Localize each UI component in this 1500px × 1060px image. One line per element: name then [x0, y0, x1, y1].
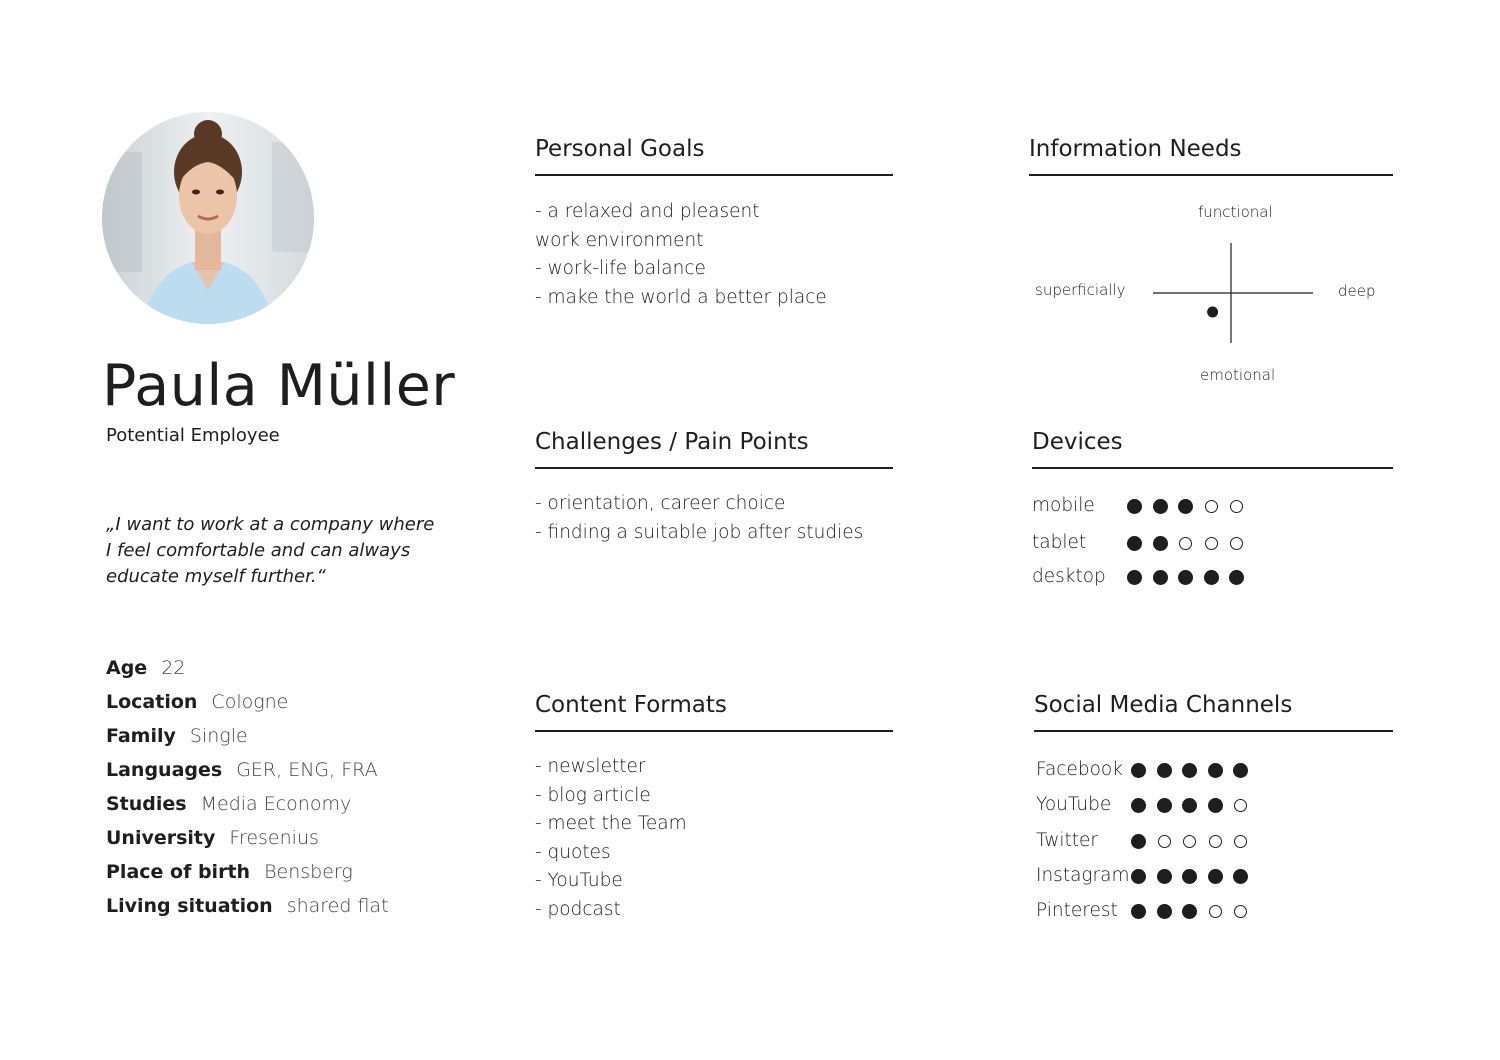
quadrant-axes — [1028, 195, 1394, 395]
rating-dot-empty — [1179, 537, 1192, 550]
persona-facts — [106, 654, 389, 926]
axis-label-top: functional — [1198, 203, 1273, 221]
rating-dot-filled — [1233, 763, 1248, 778]
list-item: - meet the Team — [535, 813, 687, 835]
fact-studies — [106, 790, 389, 824]
list-item: - orientation, career choice — [535, 493, 786, 514]
device-label: tablet — [1032, 532, 1087, 553]
list-item: - quotes — [535, 841, 611, 863]
fact-value: GER, ENG, FRA — [236, 759, 378, 781]
fact-living-situation — [106, 892, 389, 926]
list-item: - a relaxed and pleasent — [535, 201, 760, 222]
rating-dot-empty — [1234, 905, 1247, 918]
list-item: - finding a suitable job after studies — [535, 521, 864, 543]
rating-dot-filled — [1131, 763, 1146, 778]
rating-dot-filled — [1127, 536, 1142, 551]
rating-dot-filled — [1131, 904, 1146, 919]
rating-dot-filled — [1131, 869, 1146, 884]
fact-key: Languages — [106, 759, 223, 781]
information-needs-chart — [1028, 195, 1394, 395]
list-item: - make the world a better place — [535, 286, 827, 308]
rating-dot-filled — [1153, 536, 1168, 551]
quote-line: „I want to work at a company where — [106, 514, 435, 535]
rating-dot-filled — [1182, 798, 1197, 813]
fact-languages — [106, 756, 389, 790]
social-media-section — [1034, 692, 1393, 732]
fact-value: Media Economy — [200, 793, 352, 815]
rating-dot-empty — [1205, 500, 1218, 513]
fact-value: Cologne — [211, 691, 289, 713]
rating-dot-empty — [1230, 500, 1243, 513]
channel-label: YouTube — [1036, 794, 1112, 815]
rating-dot-empty — [1205, 537, 1218, 550]
rating-dot-empty — [1230, 537, 1243, 550]
fact-key: Age — [106, 657, 148, 679]
rating-dot-filled — [1157, 763, 1172, 778]
fact-place-of-birth — [106, 858, 389, 892]
goals-list — [535, 198, 893, 312]
rating-dot-filled — [1153, 499, 1168, 514]
challenges-section — [535, 429, 893, 547]
rating-dot-empty — [1209, 905, 1222, 918]
rating-dot-filled — [1178, 570, 1193, 585]
social-media-ratings — [1036, 756, 1393, 936]
fact-value: Single — [189, 725, 248, 747]
rating-dot-filled — [1182, 869, 1197, 884]
rating-dot-filled — [1229, 570, 1244, 585]
fact-key: Place of birth — [106, 861, 251, 883]
rating-dot-filled — [1153, 570, 1168, 585]
portrait-image — [102, 112, 314, 324]
section-title: Devices — [1032, 429, 1393, 469]
list-item: - blog article — [535, 784, 651, 806]
avatar — [102, 112, 314, 324]
persona-marker — [1207, 307, 1218, 318]
rating-dot-filled — [1233, 869, 1248, 884]
rating-dot-filled — [1157, 904, 1172, 919]
fact-key: Family — [106, 725, 176, 747]
fact-key: Living situation — [106, 895, 273, 917]
content-formats-list — [535, 753, 893, 925]
quote-line: educate myself further.“ — [106, 566, 326, 587]
fact-age — [106, 654, 389, 688]
fact-value: 22 — [161, 657, 186, 679]
section-title: Challenges / Pain Points — [535, 429, 893, 469]
fact-value: Fresenius — [229, 827, 319, 849]
axis-label-bottom: emotional — [1200, 366, 1276, 384]
fact-family — [106, 722, 389, 756]
rating-dot-filled — [1127, 499, 1142, 514]
fact-value: Bensberg — [264, 861, 353, 883]
fact-university — [106, 824, 389, 858]
persona-role: Potential Employee — [106, 425, 280, 446]
personal-goals-section — [535, 136, 893, 312]
axis-label-right: deep — [1338, 282, 1376, 300]
rating-dot-empty — [1234, 835, 1247, 848]
rating-dot-filled — [1204, 570, 1219, 585]
fact-location — [106, 688, 389, 722]
axis-label-left: superficially — [1035, 281, 1126, 299]
section-title: Information Needs — [1029, 136, 1393, 176]
fact-key: Studies — [106, 793, 187, 815]
channel-label: Pinterest — [1036, 900, 1118, 921]
list-item: - podcast — [535, 898, 621, 920]
rating-dot-empty — [1234, 799, 1247, 812]
rating-dot-empty — [1183, 835, 1196, 848]
devices-ratings — [1032, 492, 1393, 602]
channel-label: Instagram — [1036, 865, 1130, 886]
channel-label: Twitter — [1036, 830, 1099, 851]
channel-label: Facebook — [1036, 759, 1123, 780]
section-title: Personal Goals — [535, 136, 893, 176]
rating-dot-filled — [1131, 834, 1146, 849]
challenges-list — [535, 490, 893, 547]
fact-value: shared flat — [286, 895, 389, 917]
rating-dot-filled — [1127, 570, 1142, 585]
persona-quote — [106, 512, 436, 590]
list-item: work environment — [535, 229, 704, 251]
rating-dot-filled — [1178, 499, 1193, 514]
rating-dot-filled — [1208, 869, 1223, 884]
content-formats-section — [535, 692, 893, 925]
rating-dot-filled — [1208, 763, 1223, 778]
device-label: mobile — [1032, 495, 1095, 516]
information-needs-section — [1029, 136, 1393, 176]
rating-dot-empty — [1158, 835, 1171, 848]
rating-dot-filled — [1131, 798, 1146, 813]
rating-dot-filled — [1208, 798, 1223, 813]
device-label: desktop — [1032, 566, 1106, 587]
list-item: - YouTube — [535, 870, 623, 892]
rating-dot-empty — [1209, 835, 1222, 848]
list-item: - work-life balance — [535, 258, 706, 280]
list-item: - newsletter — [535, 756, 646, 777]
devices-section — [1032, 429, 1393, 469]
persona-name: Paula Müller — [102, 353, 456, 419]
rating-dot-filled — [1182, 763, 1197, 778]
section-title: Social Media Channels — [1034, 692, 1393, 732]
rating-dot-filled — [1157, 869, 1172, 884]
quote-line: I feel comfortable and can always — [106, 540, 411, 561]
fact-key: University — [106, 827, 216, 849]
section-title: Content Formats — [535, 692, 893, 732]
rating-dot-filled — [1157, 798, 1172, 813]
fact-key: Location — [106, 691, 198, 713]
rating-dot-filled — [1182, 904, 1197, 919]
